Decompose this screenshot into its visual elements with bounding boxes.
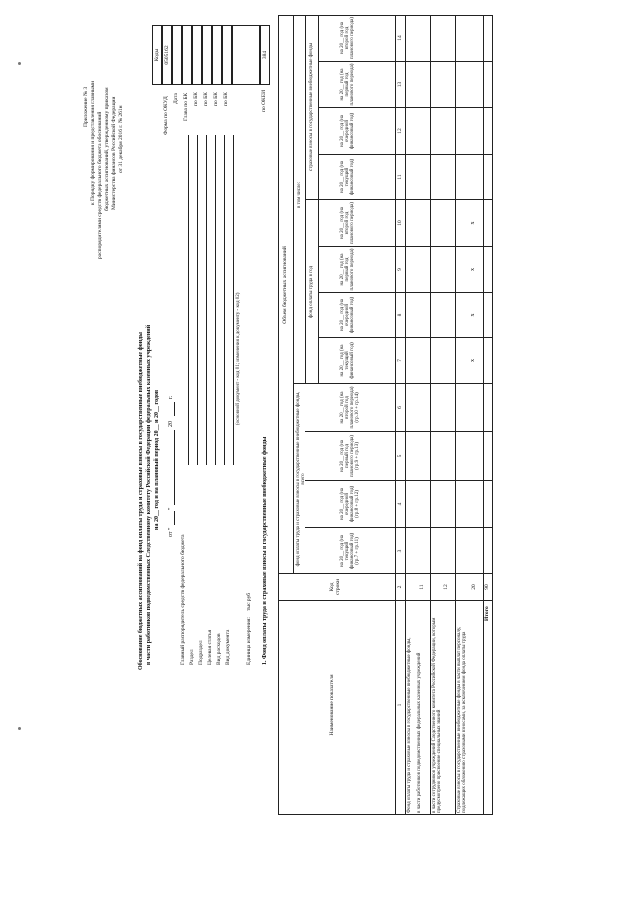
doc-title-line2: в части работников подведомственных Следственному комитету Российской Федерации федеральных казенных учреждений xyxy=(146,324,152,665)
colnum: 12 xyxy=(397,128,403,134)
field-label-podrazdel: Подраздел xyxy=(198,640,204,665)
appendix-line: бюджетных ассигнований, утвержденному приказом xyxy=(104,87,110,211)
x-mark: x xyxy=(470,268,476,271)
row-code: 11 xyxy=(419,584,425,590)
field-label-grbs: Главный распорядитель средств федерального бюджета xyxy=(180,534,186,665)
period-col-11: на 20__ год (на текущий финансовый год) xyxy=(340,158,355,196)
colnum: 3 xyxy=(397,549,403,553)
appendix-line: распорядителями средств федерального бюджета обоснований xyxy=(97,111,103,259)
period-col-5: на 20__ год (на первый год планового периода) (гр.9 + гр.13) xyxy=(340,435,360,477)
appendix-line: Приложение № 3 xyxy=(83,86,89,127)
date-from: от " xyxy=(168,527,174,537)
unit-value: тыс руб xyxy=(246,592,252,611)
colnum: 13 xyxy=(397,81,403,88)
field-razdel-line[interactable] xyxy=(197,135,198,465)
colnum: 6 xyxy=(397,406,403,409)
header-fot: фонд оплаты труда в год xyxy=(309,265,314,319)
field-vr-line[interactable] xyxy=(224,135,225,465)
code-bk-2[interactable] xyxy=(202,25,212,85)
colnum: 11 xyxy=(397,174,403,180)
section-title: 1. Фонд оплаты труда и страховые взносы в государственные внебюджетные фонды xyxy=(262,436,268,665)
appendix-line: Министерства финансов Российской Федерации xyxy=(111,96,117,210)
code-label: по БК xyxy=(223,92,229,106)
code-label: по БК xyxy=(193,92,199,106)
unit-label: Единица измерения: xyxy=(246,617,252,665)
colnum: 4 xyxy=(397,502,403,506)
header-code: Код строки xyxy=(329,578,341,596)
colnum: 14 xyxy=(397,35,403,41)
colnum: 10 xyxy=(397,220,403,226)
colnum: 2 xyxy=(397,585,403,589)
binder-hole xyxy=(18,62,21,65)
row-name: Фонд оплаты труда и страховые взносы в государственные внебюджетные фонды, xyxy=(407,637,412,813)
row-code: 20 xyxy=(471,584,477,590)
header-total: фонд оплаты труда и страховые взносы в государственные внебюджетные фонды, всего xyxy=(296,391,306,567)
x-mark: x xyxy=(470,221,476,225)
appendix-line: от 31 декабря 2016 г. № 261н xyxy=(118,105,124,173)
header-ins: страховые взносы в государственные внебюджетные фонды xyxy=(309,43,314,171)
period-col-4: на 20__ год (на очередной финансовый год) (гр.8 + гр.12) xyxy=(340,485,360,523)
header-volume: Объем бюджетных ассигнований xyxy=(282,246,288,324)
period-col-13: на 20__ год (на первый год планового периода) xyxy=(340,63,355,106)
code-bk-4[interactable] xyxy=(222,25,232,85)
colnum: 9 xyxy=(397,268,403,271)
header-name: Наименование показателя xyxy=(329,674,335,736)
colnum: 8 xyxy=(397,313,403,317)
period-col-3: на 20__ год (на текущий финансовый год) (гр.7 + гр.11) xyxy=(340,532,360,570)
field-label-cs: Целевая статья xyxy=(207,629,213,665)
field-doc-line[interactable] xyxy=(233,135,234,465)
period-col-14: на 20__ год (на второй год планового периода) xyxy=(340,17,355,59)
field-cs-line[interactable] xyxy=(215,135,216,465)
code-bk-3[interactable] xyxy=(212,25,222,85)
colnum: 7 xyxy=(397,359,403,362)
row-name: в части работников подведомственных федеральных казенных учреждений xyxy=(417,652,422,813)
date-year-prefix: 20 xyxy=(168,421,174,427)
code-date[interactable] xyxy=(172,25,182,85)
period-col-10: на 20__ год (на второй год планового периода) xyxy=(340,202,355,244)
code-label: Дата xyxy=(173,93,179,104)
period-col-8: на 20__ год (на очередной финансовый год) xyxy=(340,296,355,334)
date-year-field[interactable] xyxy=(174,402,175,416)
period-col-7: на 20__ год (на текущий финансовый год) xyxy=(340,342,355,379)
field-label-vr: Вид расходов xyxy=(216,633,222,665)
date-month-field[interactable] xyxy=(174,430,175,505)
row-name: Страховые взносы в государственные внебюджетные фонды в части выплат персоналу, подлежащих обложению страховыми взносами, за исключением фонда оплаты труда xyxy=(457,626,467,813)
code-bk-1[interactable] xyxy=(192,25,202,85)
header-incl: в том числе: xyxy=(297,181,302,209)
code-okud: 0505162 xyxy=(162,25,172,85)
colnum: 5 xyxy=(397,454,403,458)
field-label-doc: Вид документа xyxy=(225,629,231,665)
date-day-field[interactable] xyxy=(174,511,175,525)
row-total-label: Итого xyxy=(484,606,490,621)
doc-title-line3: на 20__ год и на плановый период 20__ и 20__ годов xyxy=(154,389,160,530)
period-col-9: на 20__ год (на первый год планового периода) xyxy=(340,248,355,291)
code-glava[interactable] xyxy=(182,25,192,85)
code-label: по ОКЕИ xyxy=(261,89,267,112)
code-okei: 384 xyxy=(260,25,270,85)
row-code: 90 xyxy=(484,584,490,590)
code-label: Глава по БК xyxy=(183,92,189,121)
field-podrazdel-line[interactable] xyxy=(206,135,207,465)
date-quote: " xyxy=(168,507,174,510)
x-mark: x xyxy=(470,359,476,362)
period-col-6: на 20__ год (на второй год планового периода) (гр.10 + гр.14) xyxy=(340,386,360,429)
doc-title-line1: Обоснование бюджетных ассигнований на фонд оплаты труда и страховые взносы в государственные внебюджетные фонды xyxy=(138,332,144,670)
code-label: Форма по ОКУД xyxy=(163,96,169,135)
doc-note: (основной документ - код 01; изменения к документу - код 02) xyxy=(236,292,241,425)
code-empty[interactable] xyxy=(232,25,260,85)
field-grbs-line[interactable] xyxy=(188,135,189,465)
binder-hole xyxy=(18,727,21,730)
x-mark: x xyxy=(470,313,476,317)
row-code: 12 xyxy=(443,584,449,590)
code-label: по БК xyxy=(203,92,209,106)
row-name: в части сотрудников учреждений Следственного комитета Российской Федерации, которым предусмотрено присвоение специальных званий xyxy=(432,617,442,813)
field-label-razdel: Раздел xyxy=(189,649,195,665)
colnum: 1 xyxy=(397,703,403,707)
codes-header: Коды xyxy=(152,25,162,85)
date-suffix: г. xyxy=(168,395,174,399)
period-col-12: на 20__ год (на очередной финансовый год) xyxy=(340,112,355,150)
appendix-line: к Порядку формирования и представления главными xyxy=(90,80,96,205)
code-label: по БК xyxy=(213,92,219,106)
